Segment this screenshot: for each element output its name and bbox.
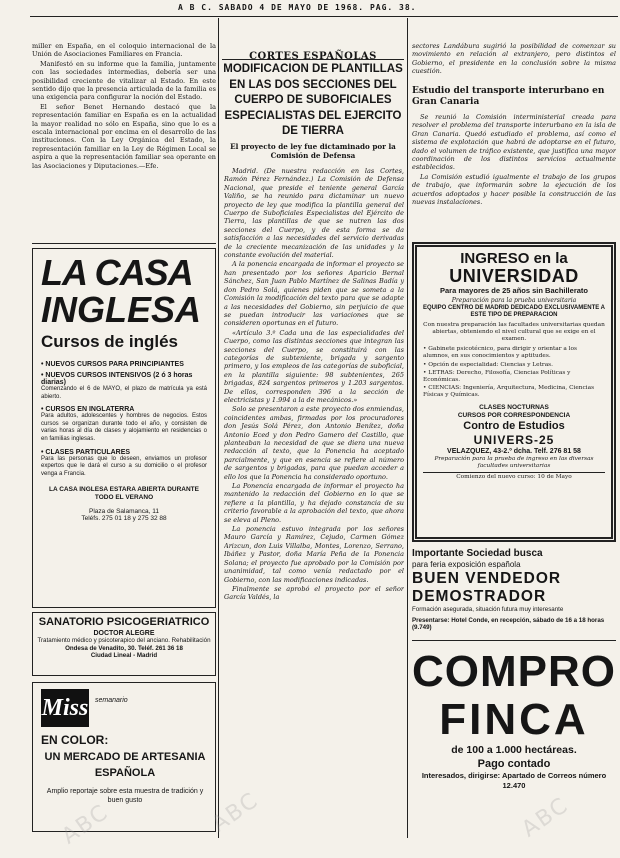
ad-item-text: NUEVOS CURSOS INTENSIVOS (2 ó 3 horas diarias) <box>41 372 193 386</box>
ad-item-description: Para adultos, adolescentes y hombres de negocios. Estos cursos se organizan durante todo el año, y consisten de varias horas al día de clases y alojamiento en residencias o en familias inglesas. <box>41 413 207 442</box>
ad-line: Con nuestra preparación las facultades universitarias quedan abiertas, obteniendo el nivel cultural que se exige en el examen. <box>423 321 605 342</box>
ad-line: VELAZQUEZ, 43-2.º dcha. Telf. 276 81 58 <box>447 447 581 455</box>
ad-line: Pago contado <box>477 758 551 770</box>
ad-item: • NUEVOS CURSOS INTENSIVOS (2 ó 3 horas diarias) <box>41 372 193 386</box>
ad-item: • Opción de especialidad: Ciencias y Letras. <box>423 361 553 368</box>
article-kicker <box>222 44 404 60</box>
paragraph: sectores Landábura sugirió la posibilidad de comenzar su movimiento en relación al extranjero, pero distintos el Gobierno, el presidente en la conclusión sobre la misma cuestión. <box>412 42 616 76</box>
ad-casa-inglesa <box>32 248 216 608</box>
ad-line: COMPRO <box>412 648 616 696</box>
paragraph: A la ponencia encargada de informar el proyecto se han presentado por los señores Aparicio Bernal Sánchez, San Juan Pablo Martínez de Salinas Badía y don Pedro Solá, quienes piden que se someta a la Comisión la modificación del texto para que se adapte a las necesidades del Gobierno, sin perjuicio de que se puedan introducir las variaciones que se consideren oportunas en el futuro. <box>224 260 404 328</box>
kicker-text: CORTES ESPAÑOLAS <box>249 51 377 60</box>
column-divider-2 <box>407 18 408 838</box>
ad-item-text: Gabinete psicotécnico, para dirigir y orientar a los alumnos, en sus conocimientos y aptitudes. <box>423 346 577 360</box>
ad-line: de 100 a 1.000 hectáreas. <box>451 744 577 756</box>
column-divider-1 <box>218 18 219 838</box>
ad-item-text: Opción de especialidad: Ciencias y Letras. <box>428 361 553 368</box>
ad-line: ESPAÑOLA <box>94 767 156 779</box>
article-body <box>224 167 404 835</box>
ad-item-text: CIENCIAS: Ingeniería, Arquitectura, Medicina, Ciencias Físicas y Químicas. <box>423 385 595 399</box>
ad-vendedor <box>412 548 616 640</box>
ad-line: CLASES NOCTURNAS <box>479 403 549 411</box>
ad-line: Ondesa de Venadito, 30. Teléf. 261 36 18 <box>65 644 183 652</box>
article-subhead: El proyecto de ley fue dictaminado por la Comisión de Defensa <box>230 142 396 160</box>
ad-line: EQUIPO CENTRO DE MADRID DEDICADO EXCLUSIVAMENTE A ESTE TIPO DE PREPARACION <box>423 304 606 318</box>
ad-line: CURSOS POR CORRESPONDENCIA <box>457 411 571 419</box>
paragraph: Finalmente se aprobó el proyecto por el señor García Valdés, la <box>224 584 404 602</box>
paragraph: La Ponencia encargada de informar el proyecto ha mantenido la redacción del Gobierno en lo que se refiere a la plantilla, y ha dejado constancia de su criterio favorable a la aprobación del texto, que ahora se eleva al Pleno. <box>224 482 404 524</box>
ad-line: Tratamiento médico y psicoterapico del anciano. Rehabilitación <box>37 637 211 644</box>
ad-compro <box>412 648 616 834</box>
miss-logo: Miss <box>41 689 89 727</box>
ad-line: Formación asegurada, situación futura muy interesante <box>412 606 564 613</box>
miss-tag: semanario <box>95 697 128 704</box>
ad-subtitle: Cursos de inglés <box>41 332 178 351</box>
ad-address: Plaza de Salamanca, 11 <box>89 508 159 516</box>
ad-line: para feria exposición española <box>412 560 521 569</box>
divider <box>32 243 216 244</box>
paragraph: La Comisión estudió igualmente el trabajo de los grupos de trabajo, que informarán sobre la ejecución de los acuerdos adoptados y hacer posible la construcción de las nuevas instalaciones. <box>412 172 616 207</box>
paragraph: La ponencia estuvo integrada por los señores Mauro García y Ramírez, Cejudo, Carmen Gómez Arizcun, don Luis Villalba, Montes, Lorenzo, Serrano, Ibáñez y Pastor, doña María Peña de la Ponencia Solana; el proyecto fue aprobado por la Comisión por unanimidad, tal como venía redactado por el Gobierno, con las modificaciones indicadas. <box>224 525 404 584</box>
ad-line: Preparación para la prueba universitaria <box>451 297 577 304</box>
ad-line: Preparación para la prueba de ingreso en las diversas facultades universitarias <box>434 455 594 469</box>
header-rule <box>30 16 618 17</box>
ad-miss <box>32 682 216 832</box>
ad-line: DEMOSTRADOR <box>412 588 547 605</box>
ad-item: • Gabinete psicotécnico, para dirigir y orientar a los alumnos, en sus conocimientos y aptitudes. <box>423 346 577 360</box>
transport-body <box>412 113 616 231</box>
col3-top-text <box>412 42 616 84</box>
ad-item-text: LETRAS: Derecho, Filosofía, Ciencias Políticas y Económicas. <box>423 369 571 383</box>
paragraph: Se reunió la Comisión interministerial creada para resolver el problema del transporte interurbano en la isla de Gran Canaria. Quedó estudiado el problema, así como el sistema de explotación que habrá de adoptarse en el futuro, dado el volumen de tráfico existente, que justifica una mayor coordinación de los distintos servicios actualmente establecidos. <box>412 113 616 172</box>
page-header: A B C. SABADO 4 DE MAYO DE 1968. PAG. 38. <box>178 3 417 12</box>
paragraph: Madrid. (De nuestra redacción en las Cortes, Ramón Pérez Fernández.) La Comisión de Defensa Nacional, que preside el teniente general García Valiño, se ha reunido para dictaminar un nuevo proyecto de ley que modifica la plantilla general del Cuerpo de Suboficiales Especialistas del Ejército de Tierra, las plantillas de que se nutren las dos secciones del Cuerpo, y de esta forma se da satisfacción a las necesidades del servicio derivadas de la creciente mecanización de las unidades y la constante evolución del material. <box>224 167 404 260</box>
ad-line: Ciudad Lineal - Madrid <box>90 652 158 659</box>
transport-title: Estudio del transporte interurbano en Gran Canaria <box>412 86 605 107</box>
ad-line: EN COLOR: <box>41 733 109 747</box>
article-headline: MODIFICACION DE PLANTILLAS EN LAS DOS SECCIONES DEL CUERPO DE SUBOFICIALES ESPECIALISTAS DEL EJERCITO DE TIERRA <box>223 63 403 137</box>
divider <box>412 640 616 641</box>
ad-item: • LETRAS: Derecho, Filosofía, Ciencias Políticas y Económicas. <box>423 369 571 383</box>
ad-line: FINCA <box>439 695 589 744</box>
ad-line: UNIVERS-25 <box>473 432 555 447</box>
ad-line: Interesados, dirigirse: Apartado de Correos número 12.470 <box>421 771 607 790</box>
ad-title-2: INGLESA <box>41 289 202 330</box>
ad-title-1: LA CASA <box>41 252 193 293</box>
ad-item: • CIENCIAS: Ingeniería, Arquitectura, Medicina, Ciencias Físicas y Químicas. <box>423 385 595 399</box>
ad-line: UNIVERSIDAD <box>449 266 579 286</box>
ad-line: Amplio reportaje sobre esta muestra de tradición y buen gusto <box>46 788 204 804</box>
watermark: ABC <box>207 787 264 838</box>
ad-line: BUEN VENDEDOR <box>412 570 562 587</box>
ad-sanatorio <box>32 612 216 676</box>
ad-line: Presentarse: Hotel Conde, en recepción, sábado de 16 a 18 horas (9.749) <box>412 616 605 631</box>
ad-item: • CLASES PARTICULARES <box>41 448 131 456</box>
ad-title: SANATORIO PSICOGERIATRICO <box>38 616 210 628</box>
ad-item-description: Para las personas que lo deseen, enviamos un profesor expertos que le dará el curso a su domicilio o el profesor venga a Francia. <box>41 455 207 477</box>
ad-item-text: CURSOS EN INGLATERRA <box>45 406 135 414</box>
ad-line: Comienzo del nuevo curso: 10 de Mayo <box>423 472 605 481</box>
ad-line: Importante Sociedad busca <box>412 548 543 559</box>
ad-line: Contro de Estudios <box>463 419 565 432</box>
ad-line: UN MERCADO DE ARTESANIA <box>44 751 206 763</box>
watermark: ABC <box>517 792 574 843</box>
paragraph: El señor Benet Hernando destacó que la representación familiar en España es en la actualidad la mayor realidad no sólo en España, sino que lo es a escala internacional por encima en el desarrollo de las instituciones. Con la Ley Orgánica del Estado, la representación familiar en la Ley de Régimen Local se aspira a que la representación familiar sea operante en las Asociaciones y Diputaciones.—Efe. <box>32 102 216 170</box>
ad-item: • CURSOS EN INGLATERRA <box>41 406 135 414</box>
ad-item-description: Comenzando el 6 de MAYO, el plazo de matrícula ya está abierto. <box>41 386 207 400</box>
ad-item-text: NUEVOS CURSOS PARA PRINCIPIANTES <box>45 361 184 368</box>
ad-item-text: CLASES PARTICULARES <box>45 448 131 456</box>
paragraph: miller en España, en el coloquio internacional de la Unión de Asociaciones Familiares en Francia. <box>32 42 216 59</box>
ad-notice: LA CASA INGLESA ESTARA ABIERTA DURANTE TODO EL VERANO <box>49 486 199 502</box>
paragraph: Solo se presentaron a este proyecto dos enmiendas, coincidentes ambas, firmadas por los procuradores don Jesús Solá Pérez, don Antonio Benítez, doña Antonio Eced y don Pedro Gamero del Castillo, que planteaban la necesidad de que se diera una nueva redacción al texto, que la Ponencia ha aceptado parcialmente, y que en esencia se refiere al número de sargentos y brigadas, para que puedan acceder a ello los que la Ponencia ha considerado oportuno. <box>224 405 404 481</box>
watermark: ABC <box>57 799 114 850</box>
col1-top-text <box>32 42 216 242</box>
ad-universidad <box>412 242 616 542</box>
ad-item: • NUEVOS CURSOS PARA PRINCIPIANTES <box>41 361 184 368</box>
paragraph: Manifestó en su informe que la familia, juntamente con las sociedades intermedias, debería ser una posibilidad creciente de vitalizar al Estado. En este sentido dijo que la presencia articulada de la familia es una exigencia para configurar la noción del Estado. <box>32 59 216 102</box>
paragraph: «Artículo 3.º Cada una de las especialidades del Cuerpo, como las distintas secciones que integran las secciones del Cuerpo, se constituirá con las categorías de subteniente, brigada y sargento primero, y los empleos de las categorías de suboficial, en la plantilla siguiente: 98 subtenientes, 265 brigadas, 824 sargentos primeros y 1.203 sargentos. De ellos, corresponden 396 a la sección de electricistas y 1.994 a la de mecánicos.» <box>224 328 404 404</box>
ad-line: INGRESO en la <box>460 250 568 267</box>
ad-line: Para mayores de 25 años sin Bachillerato <box>440 286 588 295</box>
ad-phone: Teléfs. 275 01 18 y 275 32 88 <box>81 515 167 523</box>
ad-doctor: DOCTOR ALEGRE <box>93 630 155 637</box>
